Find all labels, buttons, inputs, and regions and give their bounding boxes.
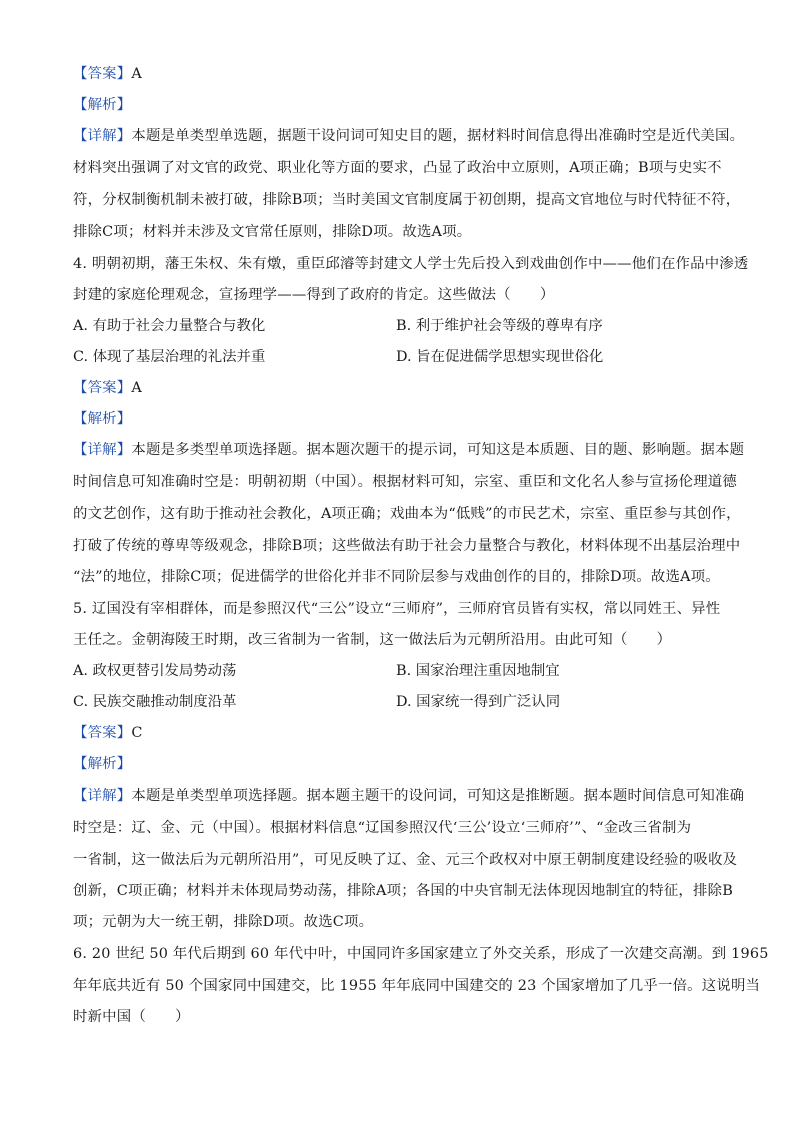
answer-tag: 【答案】 (73, 66, 132, 82)
detail-text: 本题是单类型单选题，据题干设问词可知史目的题，据材料时间信息得出准确时空是近代美国。 (131, 128, 745, 144)
answer-value: A (131, 66, 142, 82)
answer-tag: 【答案】 (73, 380, 132, 396)
detail-tag: 【详解】 (73, 128, 132, 144)
option-b: B. 利于维护社会等级的尊卑有序 (396, 318, 603, 334)
detail-line: 材料突出强调了对文官的政党、职业化等方面的要求，凸显了政治中立原则，A项正确；B项与史实不 (73, 160, 722, 176)
detail-text: 本题是单类型单项选择题。据本题主题干的设问词，可知这是推断题。据本题时间信息可知准确 (131, 788, 745, 804)
option-c: C. 体现了基层治理的礼法并重 (73, 349, 266, 365)
detail-line: 打破了传统的尊卑等级观念，排除B项；这些做法有助于社会力量整合与教化，材料体现不出基层治理中 (73, 538, 741, 554)
question-stem: 5. 辽国没有宰相群体，而是参照汉代“三公”设立“三师府”，三师府官员皆有实权，常以同姓王、异性 (73, 601, 721, 617)
detail-line: 时间信息可知准确时空是：明朝初期（中国）。根据材料可知，宗室、重臣和文化名人参与宣扬伦理道德 (73, 474, 737, 490)
analysis-tag: 【解析】 (73, 97, 132, 113)
option-c: C. 民族交融推动制度沿革 (73, 694, 237, 710)
option-a: A. 政权更替引发局势动荡 (73, 663, 237, 679)
answer-tag: 【答案】 (73, 725, 132, 741)
question-stem: 时新中国（ ） (73, 1009, 190, 1025)
question-stem: 王任之。金朝海陵王时期，改三省制为一省制，这一做法后为元朝所沿用。由此可知（ ） (73, 632, 672, 648)
option-d: D. 旨在促进儒学思想实现世俗化 (396, 349, 604, 365)
option-a: A. 有助于社会力量整合与教化 (73, 318, 266, 334)
answer-line (73, 378, 725, 398)
detail-tag: 【详解】 (73, 442, 132, 458)
detail-line: 时空是：辽、金、元（中国）。根据材料信息“辽国参照汉代‘三公’设立‘三师府’”、“金改三省制为 (73, 820, 692, 836)
answer-line (73, 64, 725, 84)
detail-line: 的文艺创作，这有助于推动社会教化，A项正确；戏曲本为“低贱”的市民艺术，宗室、重臣参与其创作， (73, 506, 741, 522)
analysis-tag: 【解析】 (73, 411, 132, 427)
option-d: D. 国家统一得到广泛认同 (396, 694, 561, 710)
question-stem: 封建的家庭伦理观念，宣扬理学——得到了政府的肯定。这些做法（ ） (73, 287, 555, 303)
detail-line: 排除C项；材料并未涉及文官常任原则，排除D项。故选A项。 (73, 224, 472, 240)
option-b: B. 国家治理注重因地制宜 (396, 663, 560, 679)
detail-line: 创新，C项正确；材料并未体现局势动荡，排除A项；各国的中央官制无法体现因地制宜的特征，排除B (73, 883, 733, 899)
detail-tag: 【详解】 (73, 788, 132, 804)
answer-value: A (131, 380, 142, 396)
answer-value: C (131, 725, 143, 741)
detail-line (73, 786, 745, 806)
question-stem: 6. 20 世纪 50 年代后期到 60 年代中叶，中国同许多国家建立了外交关系，形成了一次建交高潮。到 1965 (73, 946, 769, 962)
question-stem: 4. 明朝初期，藩王朱权、朱有燉，重臣邱濬等封建文人学士先后投入到戏曲创作中——他们在作品中渗透 (73, 256, 749, 272)
question-stem: 年年底共近有 50 个国家同中国建交，比 1955 年年底同中国建交的 23 个国家增加了几乎一倍。这说明当 (73, 978, 761, 994)
detail-line (73, 440, 745, 460)
detail-text: 本题是多类型单项选择题。据本题次题干的提示词，可知这是本质题、目的题、影响题。据本题 (131, 442, 745, 458)
detail-line: 一省制，这一做法后为元朝所沿用”，可见反映了辽、金、元三个政权对中原王朝制度建设经验的吸收及 (73, 852, 738, 868)
detail-line: 项；元朝为大一统王朝，排除D项。故选C项。 (73, 914, 374, 930)
analysis-tag: 【解析】 (73, 756, 132, 772)
detail-line (73, 126, 745, 146)
detail-line: 符，分权制衡机制未被打破，排除B项；当时美国文官制度属于初创期，提高文官地位与时代特征不符， (73, 192, 741, 208)
answer-line (73, 723, 725, 743)
detail-line: “法”的地位，排除C项；促进儒学的世俗化并非不同阶层参与戏曲创作的目的，排除D项。故选A项。 (73, 569, 720, 585)
